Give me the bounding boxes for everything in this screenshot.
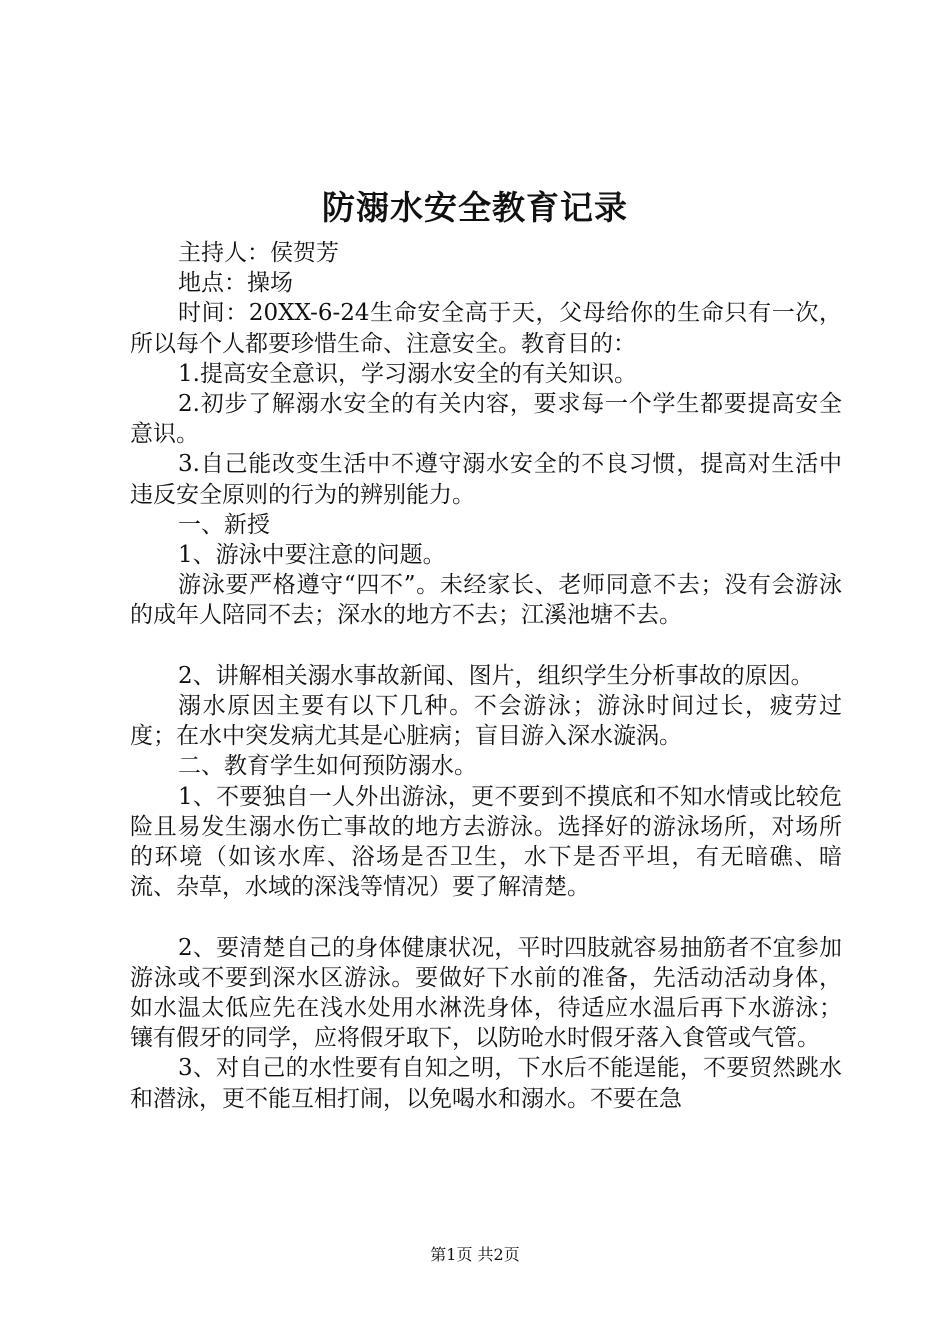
paragraph: 2.初步了解溺水安全的有关内容，要求每一个学生都要提高安全意识。 (130, 391, 842, 448)
blank-line (130, 631, 842, 661)
paragraph: 2、讲解相关溺水事故新闻、图片，组织学生分析事故的原因。 (178, 662, 814, 689)
document-body (130, 238, 842, 1114)
document-title: 防溺水安全教育记录 (322, 188, 628, 227)
section-heading: 二、教育学生如何预防溺水。 (178, 753, 477, 780)
paragraph: 1、游泳中要注意的问题。 (178, 542, 446, 569)
section-heading: 一、新授 (178, 511, 270, 538)
paragraph: 1.提高安全意识，学习溺水安全的有关知识。 (178, 360, 637, 387)
blank-line (130, 902, 842, 932)
paragraph: 1、不要独自一人外出游泳，更不要到不摸底和不知水情或比较危险且易发生溺水伤亡事故的地方去游泳。选择好的游泳场所，对场所的环境（如该水库、浴场是否卫生，水下是否平坦，有无暗礁、暗流、杂草，水域的深浅等情况）要了解清楚。 (130, 783, 842, 901)
paragraph: 3、对自己的水性要有自知之明，下水后不能逞能，不要贸然跳水和潜泳，更不能互相打闹，以免喝水和溺水。不要在急 (130, 1055, 842, 1112)
page-footer: 第1页 共2页 (430, 1245, 520, 1264)
paragraph: 2、要清楚自己的身体健康状况，平时四肢就容易抽筋者不宜参加游泳或不要到深水区游泳。要做好下水前的准备，先活动活动身体，如水温太低应先在浅水处用水淋洗身体，待适应水温后再下水游泳；镶有假牙的同学，应将假牙取下，以防呛水时假牙落入食管或气管。 (130, 934, 842, 1052)
paragraph: 时间：20XX-6-24生命安全高于天，父母给你的生命只有一次，所以每个人都要珍惜生命、注意安全。教育目的： (130, 300, 842, 357)
paragraph: 溺水原因主要有以下几种。不会游泳；游泳时间过长，疲劳过度；在水中突发病尤其是心脏病；盲目游入深水漩涡。 (130, 693, 842, 750)
paragraph: 游泳要严格遵守“四不”。未经家长、老师同意不去；没有会游泳的成年人陪同不去；深水的地方不去；江溪池塘不去。 (130, 572, 842, 629)
paragraph: 3.自己能改变生活中不遵守溺水安全的不良习惯，提高对生活中违反安全原则的行为的辨别能力。 (130, 451, 842, 508)
paragraph: 地点：操场 (178, 270, 293, 297)
paragraph: 主持人：侯贺芳 (178, 240, 339, 266)
